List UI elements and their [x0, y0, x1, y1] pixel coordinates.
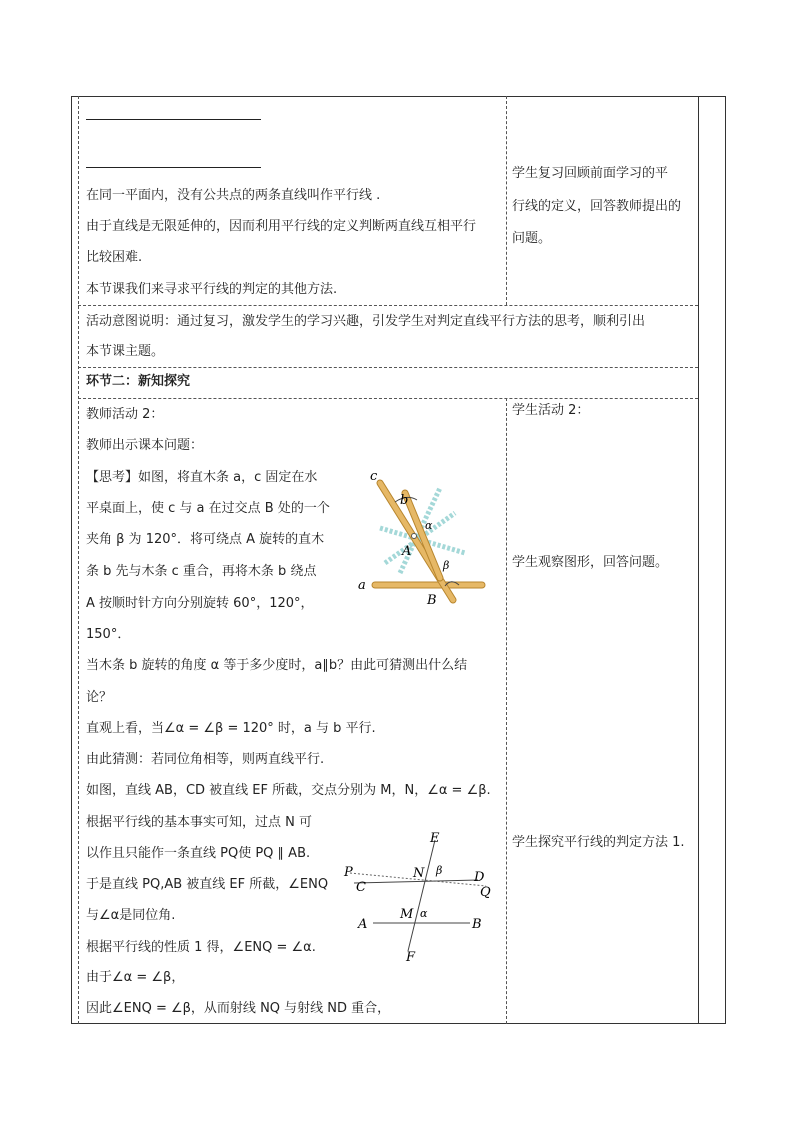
student-explore-text: 学生探究平行线的判定方法 1.: [512, 835, 685, 850]
student-observe-text: 学生观察图形，回答问题。: [512, 555, 669, 570]
figure-transversal: [338, 828, 498, 968]
teacher-line-12: 由此猜测：若同位角相等，则两直线平行.: [86, 752, 325, 767]
teacher-line-4: 平桌面上，使 c 与 a 在过交点 B 处的一个: [86, 501, 330, 516]
fig2-label-alpha: α: [420, 907, 428, 920]
fig2-label-C: C: [356, 880, 366, 895]
student-review-line-3: 问题。: [512, 231, 552, 246]
student-review-line-1: 学生复习回顾前面学习的平: [512, 166, 669, 181]
review-line-1: 在同一平面内，没有公共点的两条直线叫作平行线 .: [86, 188, 381, 203]
fig2-label-M: M: [400, 907, 414, 922]
review-line-3: 比较困难.: [86, 250, 143, 265]
teacher-line-11: 直观上看，当∠α = ∠β = 120° 时，a 与 b 平行.: [86, 721, 376, 736]
fig1-label-B: B: [427, 593, 437, 608]
fig1-label-beta: β: [443, 559, 450, 572]
teacher-line-10: 论？: [86, 690, 113, 705]
column-divider-1: [506, 96, 507, 305]
fig2-label-E: E: [430, 831, 440, 846]
row-divider-3: [78, 398, 698, 399]
teacher-line-14: 根据平行线的基本事实可知，过点 N 可: [86, 815, 312, 830]
fig2-label-N: N: [413, 866, 425, 881]
fig2-label-A: A: [358, 917, 368, 932]
teacher-line-8: 150°．: [86, 627, 131, 642]
teacher-line-20: 因此∠ENQ = ∠β，从而射线 NQ 与射线 ND 重合，: [86, 1001, 391, 1016]
teacher-line-16: 于是直线 PQ,AB 被直线 EF 所截，∠ENQ: [86, 877, 329, 892]
intent-line-1: 活动意图说明：通过复习，激发学生的学习兴趣，引发学生对判定直线平行方法的思考，顺利引出: [86, 314, 646, 329]
answer-blank-line-2: [86, 167, 261, 168]
fig2-label-P: P: [344, 865, 353, 880]
fig1-label-c: c: [370, 469, 378, 484]
teacher-line-9: 当木条 b 旋转的角度 α 等于多少度时，a∥b？由此可猜测出什么结: [86, 658, 468, 673]
teacher-line-15: 以作且只能作一条直线 PQ使 PQ ∥ AB.: [86, 846, 311, 861]
figure-rotating-sticks: [355, 468, 490, 608]
teacher-line-18: 根据平行线的性质 1 得，∠ENQ = ∠α.: [86, 940, 316, 955]
intent-line-2: 本节课主题。: [86, 344, 165, 359]
fig2-label-B: B: [472, 917, 482, 932]
step2-header: 环节二：新知探究: [86, 374, 191, 389]
teacher-line-3: 【思考】如图，将直木条 a，c 固定在水: [86, 470, 318, 485]
answer-blank-line-1: [86, 119, 261, 120]
teacher-line-7: A 按顺时针方向分别旋转 60°，120°，: [86, 596, 314, 611]
teacher-line-1: 教师活动 2：: [86, 407, 164, 422]
fig2-label-D: D: [474, 870, 485, 885]
student-activity-title: 学生活动 2：: [512, 403, 590, 418]
fig2-label-beta: β: [436, 864, 443, 877]
student-review-line-2: 行线的定义，回答教师提出的: [512, 199, 682, 214]
table-inner-right-border: [698, 96, 699, 1024]
teacher-line-13: 如图，直线 AB，CD 被直线 EF 所截，交点分别为 M，N，∠α = ∠β.: [86, 783, 491, 798]
review-line-2: 由于直线是无限延伸的，因而利用平行线的定义判断两直线互相平行: [86, 219, 477, 234]
review-line-4: 本节课我们来寻求平行线的判定的其他方法.: [86, 282, 338, 297]
fig2-label-Q: Q: [480, 885, 491, 900]
teacher-line-17: 与∠α是同位角.: [86, 908, 176, 923]
fig1-label-b: b: [400, 493, 409, 508]
teacher-line-19: 由于∠α = ∠β，: [86, 970, 185, 985]
teacher-line-5: 夹角 β 为 120°．将可绕点 A 旋转的直木: [86, 532, 325, 547]
row-divider-2: [78, 367, 698, 368]
fig2-label-F: F: [406, 950, 416, 965]
row-divider-1: [78, 305, 698, 306]
teacher-line-2: 教师出示课本问题：: [86, 438, 204, 453]
fig1-label-alpha: α: [425, 519, 433, 532]
table-inner-left-border: [78, 96, 79, 1024]
teacher-line-6: 条 b 先与木条 c 重合，再将木条 b 绕点: [86, 564, 317, 579]
column-divider-2: [506, 398, 507, 1024]
fig1-label-a: a: [358, 578, 366, 593]
fig1-label-A: A: [402, 544, 412, 559]
